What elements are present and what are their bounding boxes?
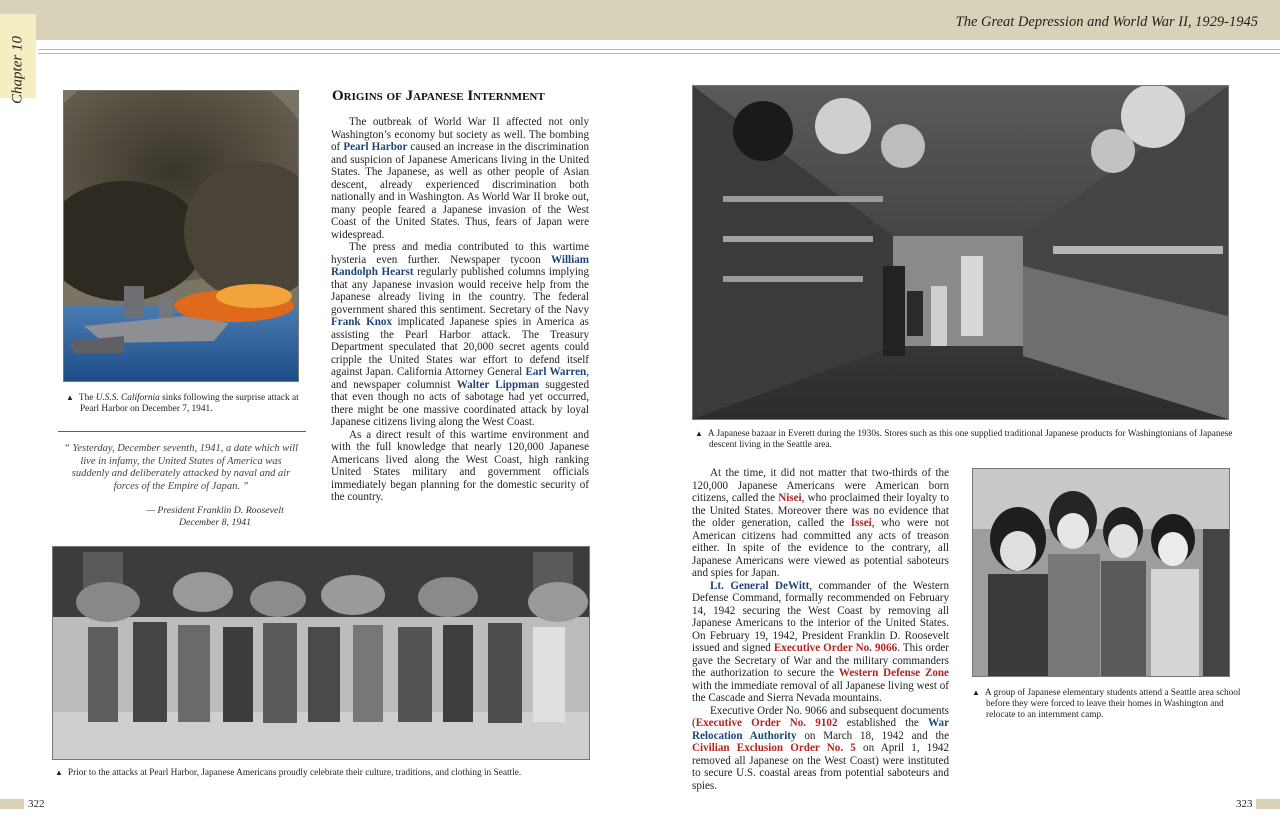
- key-term-link[interactable]: Western Defense Zone: [838, 667, 949, 679]
- body-text-left: [331, 116, 589, 504]
- running-header-title: The Great Depression and World War II, 1929-1945: [955, 14, 1258, 30]
- body-text: Executive Order No. 9066 and subsequent documents (: [692, 704, 949, 729]
- key-term-link[interactable]: Earl Warren: [525, 366, 587, 378]
- body-text-right: [692, 467, 949, 792]
- key-term-link[interactable]: Issei: [850, 517, 872, 529]
- footer-band: [1256, 799, 1280, 809]
- page-number-right: 323: [1236, 798, 1253, 810]
- key-term-link[interactable]: Walter Lippman: [456, 378, 540, 391]
- body-text: At the time, it did not matter that two-thirds of the 120,000 Japanese Americans were American born citizens, called the: [692, 467, 949, 504]
- key-term-link[interactable]: Frank Knox: [331, 316, 392, 328]
- body-text: The press and media contributed to this wartime hysteria even further. Newspaper tycoon: [331, 241, 589, 266]
- kimono-photo-caption: ▲ Prior to the attacks at Pearl Harbor, Japanese Americans proudly celebrate their culture, traditions, and clothing in Seattle.: [55, 768, 522, 778]
- key-term-link[interactable]: Executive Order No. 9066: [773, 642, 898, 654]
- body-text: on March 18, 1942 and the: [796, 729, 949, 742]
- body-text: The outbreak of World War II affected not only Washington’s economy but society as well. The bombing of: [331, 116, 589, 153]
- paragraph: [692, 705, 949, 793]
- body-text: , and newspaper columnist: [331, 366, 589, 391]
- students-photo-caption: ▲ A group of Japanese elementary students attend a Seattle area school before they were forced to leave their homes in Washington and relocate to an internment camp.: [972, 688, 1241, 720]
- body-text: suggested that even though no acts of sabotage had yet occurred, there might be one massive coordinated attack by loyal Japanese citizens living along the West Coast.: [331, 378, 589, 428]
- key-term-link[interactable]: War Relocation Authority: [692, 717, 949, 742]
- japanese-bazaar-photo: [692, 85, 1229, 420]
- body-text: regularly published columns implying that any Japanese invasion would receive help from the Japanese already living in the country. The federal government shared this sentiment. Secretary of the Navy: [331, 266, 589, 316]
- schoolchildren-photo: [972, 468, 1230, 677]
- ship-photo-caption: ▲ The U.S.S. California sinks following the surprise attack at Pearl Harbor on December 7, 1941.: [66, 393, 299, 414]
- body-text: , who proclaimed their loyalty to the United States. Moreover there was no evidence that the older generation, called the: [692, 492, 950, 529]
- body-text: on April 1, 1942 removed all Japanese on the West Coast) were instituted to secure U.S. coastal areas from potential saboteurs and spies.: [692, 742, 949, 792]
- key-term-link[interactable]: Nisei: [778, 492, 802, 504]
- body-text: . This order gave the Secretary of War and the military commanders the authorization to secure the: [692, 642, 950, 679]
- paragraph: [331, 241, 589, 429]
- body-text: with the immediate removal of all Japanese living west of the Cascade and Sierra Nevada mountains.: [692, 679, 949, 704]
- quote-attribution: — President Franklin D. Roosevelt December 8, 1941: [146, 505, 284, 528]
- key-term-link[interactable]: Executive Order No. 9102: [695, 717, 838, 729]
- bazaar-photo-caption: ▲ A Japanese bazaar in Everett during the 1930s. Stores such as this one supplied traditional Japanese products for Washingtonians of Japanese descent living in the Seattle area.: [695, 429, 1233, 450]
- body-text: As a direct result of this wartime environment and with the full knowledge that nearly 120,000 Japanese Americans lived along the West Coast, high ranking United States military and government officials immediately began planning for the domestic security of the country.: [331, 428, 589, 503]
- chapter-tab: [0, 14, 36, 104]
- caption-marker-icon: ▲: [695, 429, 703, 438]
- body-text: implicated Japanese spies in America as assisting the Pearl Harbor attack. The Treasury Department speculated that 20,000 secret agents could cripple the United States war effort to defend itself against Japan. California Attorney General: [331, 316, 589, 378]
- body-text: caused an increase in the discrimination and suspicion of Japanese Americans living in the United States. The Japanese, as well as other people of Asian descent, already experienced discrimination both nationally and in Washington. As World War II broke out, many people feared a Japanese invasion of the West Coast of the United States. Thus, fears of Japan were widespread.: [331, 141, 589, 241]
- caption-marker-icon: ▲: [66, 393, 74, 402]
- body-text: , who were not American citizens had committed any acts of treason either. In spite of the evidence to the contrary, all Japanese Americans were viewed as potential saboteurs and spies for Japan.: [692, 517, 949, 579]
- roosevelt-quote: “ Yesterday, December seventh, 1941, a date which will live in infamy, the United States of America was suddenly and deliberately attacked by naval and air forces of the Empire of Japan. ”: [64, 443, 298, 492]
- paragraph: [331, 116, 589, 241]
- paragraph: [692, 580, 949, 705]
- header-rule: [38, 49, 1280, 50]
- uss-california-photo: [63, 90, 299, 382]
- caption-marker-icon: ▲: [55, 768, 63, 777]
- body-text: established the: [837, 717, 929, 729]
- header-rule: [38, 53, 1280, 54]
- paragraph: [331, 429, 589, 504]
- kimono-children-photo: [52, 546, 590, 760]
- body-text: , commander of the Western Defense Command, formally recommended on February 14, 1942 securing the West Coast by removing all Japanese Americans to the interior of the United States. On February 19, 1942, President Franklin D. Roosevelt issued and signed: [692, 579, 949, 654]
- key-term-link[interactable]: Pearl Harbor: [343, 141, 408, 153]
- footer-band: [0, 799, 24, 809]
- paragraph: [692, 467, 949, 580]
- key-term-link[interactable]: Civilian Exclusion Order No. 5: [692, 742, 856, 754]
- section-heading: Origins of Japanese Internment: [332, 88, 545, 104]
- key-term-link[interactable]: Lt. General DeWitt: [710, 579, 810, 592]
- quote-divider: [58, 431, 306, 432]
- chapter-label: Chapter 10: [9, 36, 26, 104]
- key-term-link[interactable]: William Randolph Hearst: [331, 253, 589, 278]
- caption-marker-icon: ▲: [972, 688, 980, 697]
- page-number-left: 322: [28, 798, 45, 810]
